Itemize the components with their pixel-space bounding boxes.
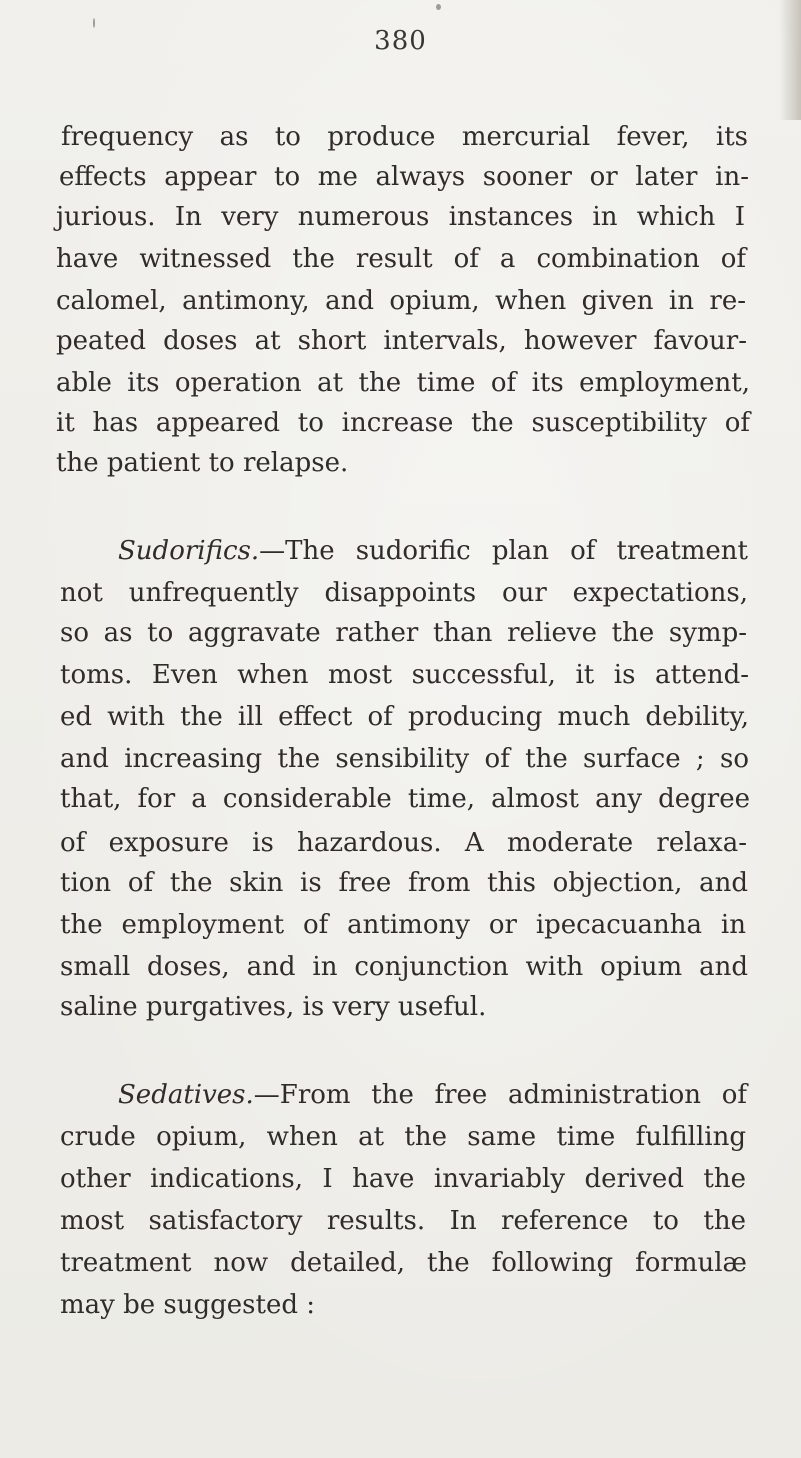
text-line: crude opium, when at the same time fulfilling [60,1122,746,1152]
text-line: saline purgatives, is very useful. [60,992,487,1022]
text-line: effects appear to me always sooner or later in- [59,162,749,192]
text-line: calomel, antimony, and opium, when given in re- [56,286,746,316]
line-text: —From the free administration of [253,1080,747,1110]
text-line: most satisfactory results. In reference to the [60,1206,746,1236]
text-line: ed with the ill effect of producing much debility, [60,702,749,732]
page-edge-shadow [779,0,801,120]
section-heading-sedatives: Sedatives. [118,1080,254,1110]
text-line: it has appeared to increase the susceptibility of [56,408,750,438]
text-line: have witnessed the result of a combination of [56,244,746,274]
text-line: able its operation at the time of its employment, [56,368,750,398]
text-line: the employment of antimony or ipecacuanha in [60,910,746,940]
text-line: and increasing the sensibility of the surface ; so [60,744,749,774]
text-line: peated doses at short intervals, however favour- [56,326,747,356]
text-line: tion of the skin is free from this objection, and [60,868,748,898]
text-line: jurious. In very numerous instances in which I [56,202,745,232]
text-line [118,536,748,566]
text-line: that, for a considerable time, almost any degree [60,784,750,814]
ink-speck [436,4,441,10]
text-line: so as to aggravate rather than relieve the symp- [60,618,747,648]
text-line: the patient to relapse. [56,448,349,478]
text-line: small doses, and in conjunction with opium and [60,952,748,982]
text-line [118,1080,747,1110]
section-heading-sudorifics: Sudorifics. [118,536,260,566]
text-line: frequency as to produce mercurial fever, its [61,122,748,152]
page-number: 380 [374,26,427,56]
text-line: not unfrequently disappoints our expectations, [60,578,748,608]
text-line: toms. Even when most successful, it is attend- [60,660,749,690]
text-line: other indications, I have invariably derived the [60,1164,746,1194]
text-line: of exposure is hazardous. A moderate relaxa- [60,828,747,858]
text-line: treatment now detailed, the following formulæ [60,1248,747,1278]
text-line: may be suggested : [60,1290,316,1320]
line-text: —The sudorific plan of treatment [259,536,748,566]
